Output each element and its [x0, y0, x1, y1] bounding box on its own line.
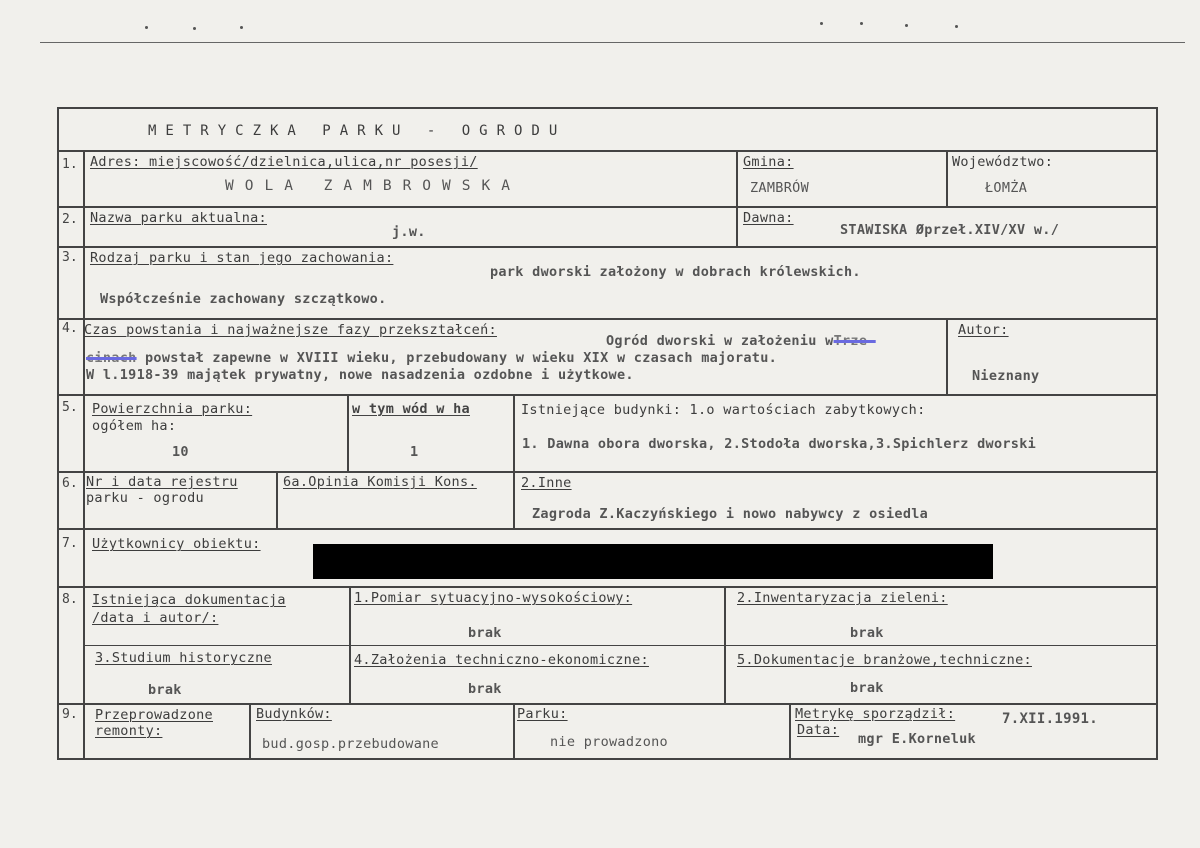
- former-name-value: STAWISKA Øprzeł.XIV/XV w./: [840, 222, 1060, 238]
- gmina-value: ZAMBRÓW: [750, 180, 809, 196]
- inventory-label: 2.Inwentaryzacja zieleni:: [737, 590, 948, 606]
- top-margin-line: [40, 42, 1185, 43]
- water-label: w tym wód w ha: [352, 401, 470, 417]
- repairs-park-value: nie prowadzono: [550, 734, 668, 750]
- area-value: 10: [172, 444, 189, 460]
- row-number: 3.: [62, 250, 78, 265]
- row-number: 7.: [62, 536, 78, 551]
- history-value-line1-start: Ogród dworski w założeniu w: [606, 333, 834, 349]
- repairs-buildings-value: bud.gosp.przebudowane: [262, 736, 439, 752]
- margin-mark: [860, 22, 863, 25]
- opinion-label: 6a.Opinia Komisji Kons.: [283, 474, 477, 490]
- survey-value: brak: [468, 625, 502, 641]
- row-number: 6.: [62, 476, 78, 491]
- redaction-bar: [313, 544, 993, 579]
- history-value-line2-rest: powstał zapewne w XVIII wieku, przebudowany w wieku XIX w czasach majoratu.: [136, 350, 778, 366]
- prepared-date-value: 7.XII.1991.: [1002, 711, 1099, 727]
- row-number: 4.: [62, 321, 78, 336]
- register-label-line2: parku - ogrodu: [86, 490, 204, 506]
- row-number: 8.: [62, 592, 78, 607]
- park-name-value: j.w.: [392, 224, 426, 240]
- margin-mark: [240, 26, 243, 29]
- area-label-line2: ogółem ha:: [92, 418, 177, 434]
- prepared-by-value: mgr E.Korneluk: [858, 731, 976, 747]
- park-type-label: Rodzaj parku i stan jego zachowania:: [90, 250, 394, 266]
- history-label: Czas powstania i najważnejsze fazy przekształceń:: [84, 322, 497, 338]
- area-label-line1: Powierzchnia parku:: [92, 401, 253, 417]
- technical-label: 4.Założenia techniczno-ekonomiczne:: [354, 652, 649, 668]
- form-title: METRYCZKA PARKU - OGRODU: [148, 123, 567, 139]
- prepared-by-label: Metrykę sporządził:: [795, 706, 956, 722]
- other-value: Zagroda Z.Kaczyńskiego i nowo nabywcy z osiedla: [532, 506, 929, 522]
- branch-docs-value: brak: [850, 680, 884, 696]
- history-study-value: brak: [148, 682, 182, 698]
- row-number: 1.: [62, 157, 78, 172]
- wojewodztwo-value: ŁOMŻA: [985, 180, 1028, 196]
- margin-mark: [955, 25, 958, 28]
- repairs-park-label: Parku:: [517, 706, 568, 722]
- water-value: 1: [410, 444, 419, 460]
- buildings-label: Istniejące budynki: 1.o wartościach zabytkowych:: [521, 402, 926, 418]
- struck-text: cinach: [86, 350, 137, 366]
- margin-mark: [193, 27, 196, 30]
- repairs-label-line2: remonty:: [95, 723, 163, 739]
- branch-docs-label: 5.Dokumentacje branżowe,techniczne:: [737, 652, 1032, 668]
- author-label: Autor:: [958, 322, 1009, 338]
- margin-mark: [145, 26, 148, 29]
- repairs-buildings-label: Budynków:: [256, 706, 332, 722]
- park-type-value-line2: Współcześnie zachowany szczątkowo.: [100, 291, 387, 307]
- row-number: 9.: [62, 707, 78, 722]
- repairs-label-line1: Przeprowadzone: [95, 707, 213, 723]
- register-label-line1: Nr i data rejestru: [86, 474, 238, 490]
- inventory-value: brak: [850, 625, 884, 641]
- margin-mark: [820, 22, 823, 25]
- struck-text: Trze-: [833, 333, 876, 349]
- park-name-label: Nazwa parku aktualna:: [90, 210, 267, 226]
- gmina-label: Gmina:: [743, 154, 794, 170]
- history-study-label: 3.Studium historyczne: [95, 650, 272, 666]
- address-label: Adres: miejscowość/dzielnica,ulica,nr posesji/: [90, 154, 478, 170]
- margin-mark: [905, 24, 908, 27]
- former-name-label: Dawna:: [743, 210, 794, 226]
- row-number: 5.: [62, 400, 78, 415]
- documentation-label-line2: /data i autor/:: [92, 610, 219, 626]
- history-value-line2: [86, 350, 777, 366]
- history-value-line3: W l.1918-39 majątek prywatny, nowe nasadzenia ozdobne i użytkowe.: [86, 367, 634, 383]
- author-value: Nieznany: [972, 368, 1040, 384]
- wojewodztwo-label: Województwo:: [952, 154, 1054, 170]
- park-type-value-line1: park dworski założony w dobrach królewskich.: [490, 264, 861, 280]
- buildings-value: 1. Dawna obora dworska, 2.Stodoła dworska,3.Spichlerz dworski: [522, 436, 1037, 452]
- row-number: 2.: [62, 212, 78, 227]
- users-label: Użytkownicy obiektu:: [92, 536, 261, 552]
- other-label: 2.Inne: [521, 475, 572, 491]
- date-label: Data:: [797, 722, 840, 738]
- technical-value: brak: [468, 681, 502, 697]
- history-value-line1: [606, 333, 876, 349]
- documentation-label-line1: Istniejąca dokumentacja: [92, 592, 286, 608]
- survey-label: 1.Pomiar sytuacyjno-wysokościowy:: [354, 590, 633, 606]
- address-value: WOLA ZAMBROWSKA: [225, 178, 521, 194]
